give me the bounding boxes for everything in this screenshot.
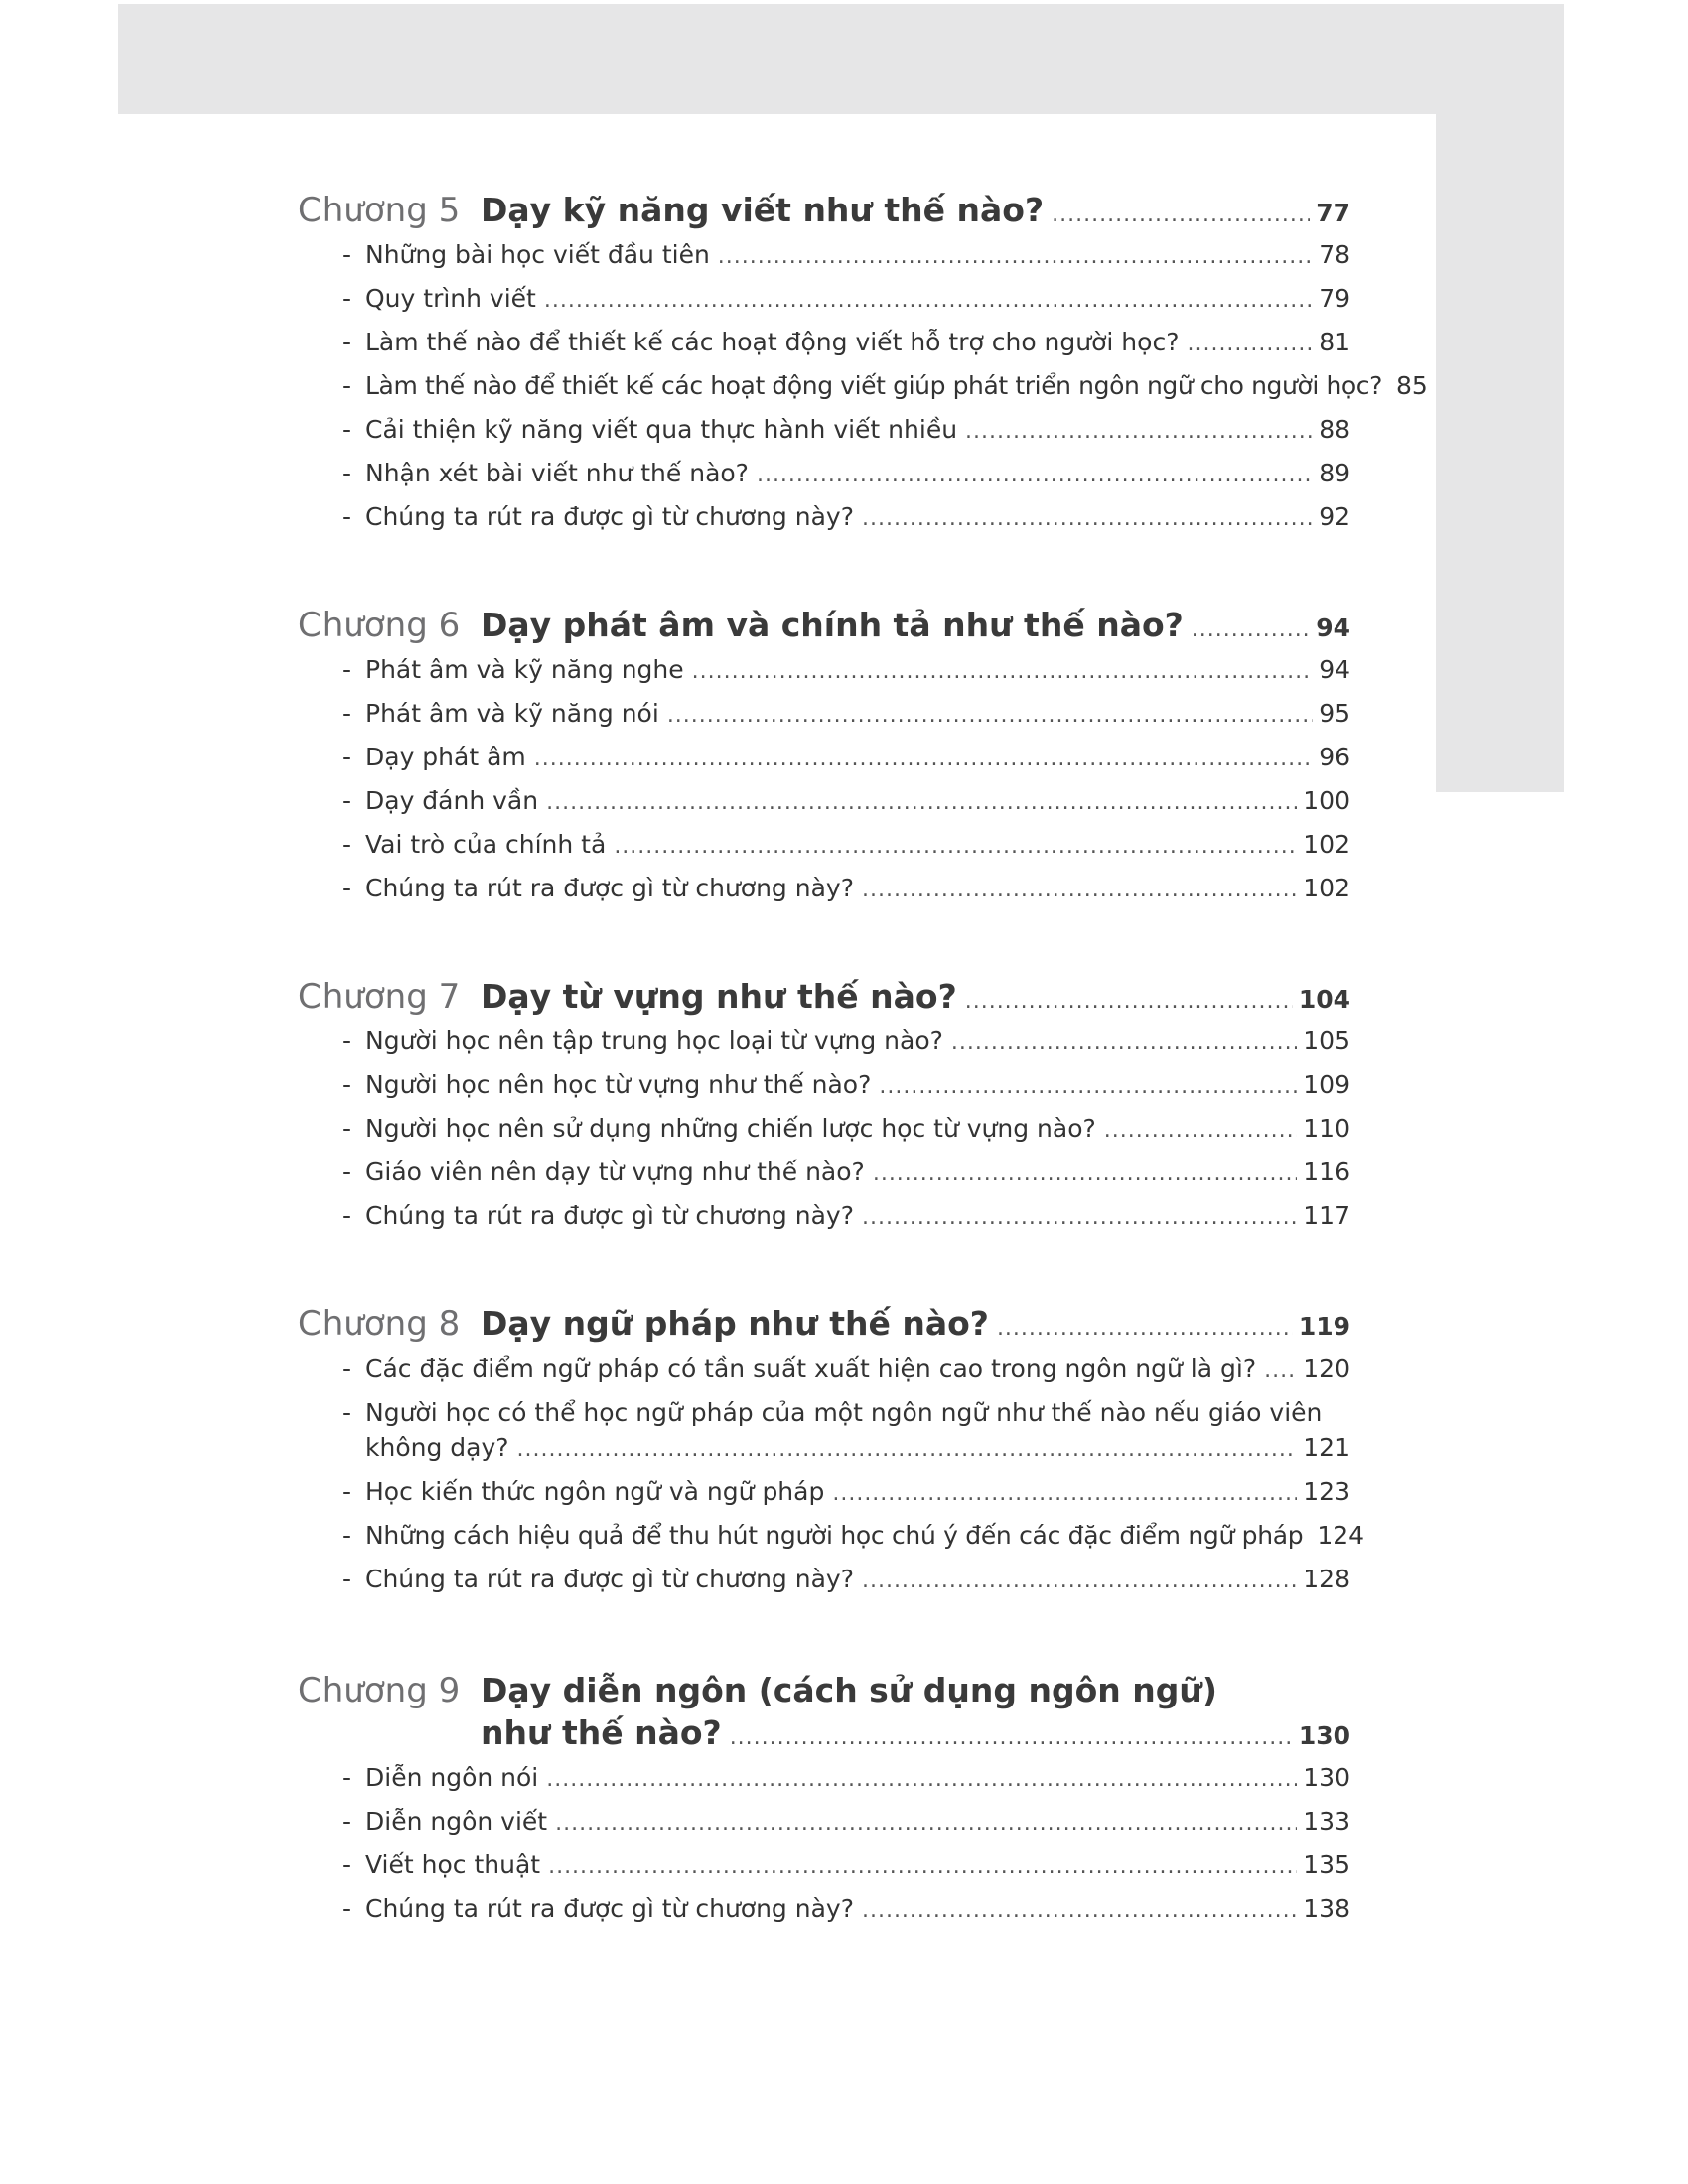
entry-title: Chúng ta rút ra được gì từ chương này? bbox=[365, 1894, 854, 1923]
entry-page-number: 123 bbox=[1303, 1477, 1350, 1506]
chapter-page-number: 130 bbox=[1298, 1721, 1350, 1750]
toc-entry: - Làm thế nào để thiết kế các hoạt động viết hỗ trợ cho người học? ..... 81 bbox=[298, 328, 1350, 371]
chapter-page-number: 104 bbox=[1298, 985, 1350, 1014]
toc-entry: - Vai trò của chính tả ..... 102 bbox=[298, 830, 1350, 874]
entry-page-number: 96 bbox=[1319, 743, 1350, 771]
entry-title: Vai trò của chính tả bbox=[365, 830, 607, 859]
chapter-page-number: 77 bbox=[1316, 199, 1350, 227]
entry-page-number: 124 bbox=[1317, 1521, 1365, 1550]
entry-page-number: 78 bbox=[1319, 240, 1350, 269]
chapter-page-number: 94 bbox=[1316, 614, 1350, 642]
dot-leader bbox=[1264, 1358, 1297, 1383]
entry-title: Người học nên sử dụng những chiến lược học từ vựng nào? bbox=[365, 1114, 1096, 1143]
dot-leader bbox=[517, 1437, 1298, 1462]
dot-leader bbox=[555, 1811, 1297, 1836]
toc-entry: - Người học nên học từ vựng như thế nào? ..... 109 bbox=[298, 1070, 1350, 1114]
toc-entry: - Cải thiện kỹ năng viết qua thực hành viết nhiều ..... 88 bbox=[298, 415, 1350, 459]
toc-entry: - Học kiến thức ngôn ngữ và ngữ pháp ..... 123 bbox=[298, 1477, 1350, 1521]
entry-title: Làm thế nào để thiết kế các hoạt động viết hỗ trợ cho người học? bbox=[365, 328, 1180, 356]
chapter-label: Chương 8 bbox=[298, 1304, 461, 1344]
entry-title: Học kiến thức ngôn ngữ và ngữ pháp bbox=[365, 1477, 825, 1506]
entry-page-number: 79 bbox=[1319, 284, 1350, 313]
entry-page-number: 92 bbox=[1319, 502, 1350, 531]
dot-leader bbox=[546, 1767, 1297, 1792]
dot-leader bbox=[544, 288, 1313, 313]
side-tab-band bbox=[1436, 114, 1564, 792]
chapter-title-continuation: như thế nào? bbox=[481, 1713, 722, 1752]
entry-title: Chúng ta rút ra được gì từ chương này? bbox=[365, 1565, 854, 1593]
chapter-title: Dạy kỹ năng viết như thế nào? bbox=[481, 191, 1045, 229]
chapter-title: Dạy từ vựng như thế nào? bbox=[481, 977, 957, 1016]
dot-leader bbox=[730, 1725, 1293, 1750]
dot-leader bbox=[951, 1030, 1297, 1055]
dot-leader bbox=[548, 1854, 1297, 1879]
dot-leader bbox=[718, 244, 1313, 269]
toc-entry: - Quy trình viết ..... 79 bbox=[298, 284, 1350, 328]
toc-entry: - Nhận xét bài viết như thế nào? ..... 89 bbox=[298, 459, 1350, 502]
entry-title: Người học nên tập trung học loại từ vựng nào? bbox=[365, 1026, 943, 1055]
dot-leader bbox=[879, 1074, 1297, 1099]
table-of-contents bbox=[298, 191, 1428, 1997]
dot-leader bbox=[1187, 332, 1313, 356]
entry-title: Quy trình viết bbox=[365, 284, 536, 313]
toc-entry: - Diễn ngôn nói ..... 130 bbox=[298, 1763, 1350, 1807]
dot-leader bbox=[1052, 203, 1310, 227]
entry-page-number: 133 bbox=[1303, 1807, 1350, 1836]
dot-leader bbox=[1104, 1118, 1298, 1143]
toc-entry: - Người học nên sử dụng những chiến lược học từ vựng nào? ..... 110 bbox=[298, 1114, 1350, 1158]
chapter-5 bbox=[298, 191, 1428, 546]
entry-title: Phát âm và kỹ năng nghe bbox=[365, 655, 684, 684]
entry-page-number: 81 bbox=[1319, 328, 1350, 356]
header-band bbox=[118, 4, 1564, 114]
dot-leader bbox=[757, 463, 1313, 487]
entry-title: Cải thiện kỹ năng viết qua thực hành viết nhiều bbox=[365, 415, 958, 444]
entry-title: Các đặc điểm ngữ pháp có tần suất xuất hiện cao trong ngôn ngữ là gì? bbox=[365, 1354, 1257, 1383]
entry-page-number: 121 bbox=[1303, 1433, 1350, 1462]
entry-page-number: 89 bbox=[1319, 459, 1350, 487]
dot-leader bbox=[832, 1481, 1297, 1506]
dot-leader bbox=[862, 1205, 1297, 1230]
chapter-label: Chương 7 bbox=[298, 977, 461, 1017]
dot-leader bbox=[692, 659, 1314, 684]
entry-page-number: 100 bbox=[1303, 786, 1350, 815]
dot-leader bbox=[614, 834, 1297, 859]
toc-entry: - Chúng ta rút ra được gì từ chương này? ..... 92 bbox=[298, 502, 1350, 546]
entry-title: Người học có thể học ngữ pháp của một ngôn ngữ như thế nào nếu giáo viên bbox=[365, 1398, 1323, 1427]
dot-leader bbox=[546, 790, 1297, 815]
dot-leader bbox=[534, 747, 1313, 771]
entry-title: Dạy đánh vần bbox=[365, 786, 539, 815]
chapter-title: Dạy diễn ngôn (cách sử dụng ngôn ngữ) bbox=[481, 1671, 1217, 1709]
entry-title: Diễn ngôn viết bbox=[365, 1807, 548, 1836]
entry-title-continuation: không dạy? bbox=[365, 1433, 509, 1462]
entry-title: Người học nên học từ vựng như thế nào? bbox=[365, 1070, 872, 1099]
chapter-label: Chương 6 bbox=[298, 606, 461, 645]
entry-page-number: 135 bbox=[1303, 1850, 1350, 1879]
toc-entry: - Phát âm và kỹ năng nói ..... 95 bbox=[298, 699, 1350, 743]
entry-page-number: 102 bbox=[1303, 874, 1350, 902]
entry-page-number: 85 bbox=[1396, 371, 1428, 400]
chapter-8 bbox=[298, 1304, 1365, 1608]
dot-leader bbox=[667, 703, 1313, 728]
entry-page-number: 128 bbox=[1303, 1565, 1350, 1593]
entry-page-number: 109 bbox=[1303, 1070, 1350, 1099]
chapter-label: Chương 9 bbox=[298, 1671, 461, 1710]
dot-leader bbox=[873, 1161, 1297, 1186]
entry-title: Dạy phát âm bbox=[365, 743, 526, 771]
entry-title: Làm thế nào để thiết kế các hoạt động viết giúp phát triển ngôn ngữ cho người học? bbox=[365, 371, 1383, 400]
entry-page-number: 102 bbox=[1303, 830, 1350, 859]
dot-leader bbox=[1192, 617, 1310, 642]
dot-leader bbox=[862, 1569, 1297, 1593]
toc-entry: - Người học có thể học ngữ pháp của một ngôn ngữ như thế nào nếu giáo viên không dạy? ..... 121 bbox=[298, 1398, 1350, 1477]
entry-page-number: 138 bbox=[1303, 1894, 1350, 1923]
entry-page-number: 116 bbox=[1303, 1158, 1350, 1186]
entry-title: Nhận xét bài viết như thế nào? bbox=[365, 459, 749, 487]
entry-title: Những bài học viết đầu tiên bbox=[365, 240, 710, 269]
toc-entry: - Phát âm và kỹ năng nghe ..... 94 bbox=[298, 655, 1350, 699]
toc-entry: - Các đặc điểm ngữ pháp có tần suất xuất hiện cao trong ngôn ngữ là gì? ..... 120 bbox=[298, 1354, 1350, 1398]
toc-entry: - Viết học thuật ..... 135 bbox=[298, 1850, 1350, 1894]
entry-page-number: 117 bbox=[1303, 1201, 1350, 1230]
toc-entry: - Dạy đánh vần ..... 100 bbox=[298, 786, 1350, 830]
dot-leader bbox=[862, 1898, 1297, 1923]
entry-page-number: 120 bbox=[1303, 1354, 1350, 1383]
toc-entry: - Những cách hiệu quả để thu hút người học chú ý đến các đặc điểm ngữ pháp 124 bbox=[342, 1521, 1365, 1550]
toc-entry: - Chúng ta rút ra được gì từ chương này? ..... 128 bbox=[298, 1565, 1350, 1608]
entry-title: Giáo viên nên dạy từ vựng như thế nào? bbox=[365, 1158, 865, 1186]
chapter-label: Chương 5 bbox=[298, 191, 461, 230]
chapter-title: Dạy phát âm và chính tả như thế nào? bbox=[481, 606, 1184, 644]
toc-entry: - Làm thế nào để thiết kế các hoạt động viết giúp phát triển ngôn ngữ cho người học? 85 bbox=[342, 371, 1428, 400]
chapter-6 bbox=[298, 606, 1350, 917]
entry-page-number: 95 bbox=[1319, 699, 1350, 728]
toc-entry: - Chúng ta rút ra được gì từ chương này? ..... 117 bbox=[298, 1201, 1350, 1245]
toc-entry: - Giáo viên nên dạy từ vựng như thế nào? ..... 116 bbox=[298, 1158, 1350, 1201]
chapter-9 bbox=[298, 1668, 1350, 1938]
dot-leader bbox=[965, 989, 1293, 1014]
chapter-title: Dạy ngữ pháp như thế nào? bbox=[481, 1304, 989, 1343]
entry-title: Chúng ta rút ra được gì từ chương này? bbox=[365, 502, 854, 531]
entry-page-number: 94 bbox=[1319, 655, 1350, 684]
entry-page-number: 130 bbox=[1303, 1763, 1350, 1792]
toc-entry: - Diễn ngôn viết ..... 133 bbox=[298, 1807, 1350, 1850]
entry-page-number: 105 bbox=[1303, 1026, 1350, 1055]
entry-title: Phát âm và kỹ năng nói bbox=[365, 699, 659, 728]
entry-title: Viết học thuật bbox=[365, 1850, 541, 1879]
dot-leader bbox=[997, 1316, 1293, 1341]
entry-title: Diễn ngôn nói bbox=[365, 1763, 539, 1792]
entry-page-number: 110 bbox=[1303, 1114, 1350, 1143]
dot-leader bbox=[862, 506, 1313, 531]
toc-entry: - Dạy phát âm ..... 96 bbox=[298, 743, 1350, 786]
chapter-7 bbox=[298, 977, 1350, 1245]
chapter-page-number: 119 bbox=[1298, 1312, 1350, 1341]
entry-title: Chúng ta rút ra được gì từ chương này? bbox=[365, 874, 854, 902]
entry-title: Chúng ta rút ra được gì từ chương này? bbox=[365, 1201, 854, 1230]
entry-page-number: 88 bbox=[1319, 415, 1350, 444]
toc-entry: - Người học nên tập trung học loại từ vựng nào? ..... 105 bbox=[298, 1026, 1350, 1070]
dot-leader bbox=[862, 878, 1297, 902]
toc-entry: - Chúng ta rút ra được gì từ chương này? ..... 138 bbox=[298, 1894, 1350, 1938]
toc-entry: - Chúng ta rút ra được gì từ chương này? ..... 102 bbox=[298, 874, 1350, 917]
dot-leader bbox=[965, 419, 1313, 444]
entry-title: Những cách hiệu quả để thu hút người học chú ý đến các đặc điểm ngữ pháp bbox=[365, 1521, 1304, 1550]
toc-entry: - Những bài học viết đầu tiên ..... 78 bbox=[298, 240, 1350, 284]
